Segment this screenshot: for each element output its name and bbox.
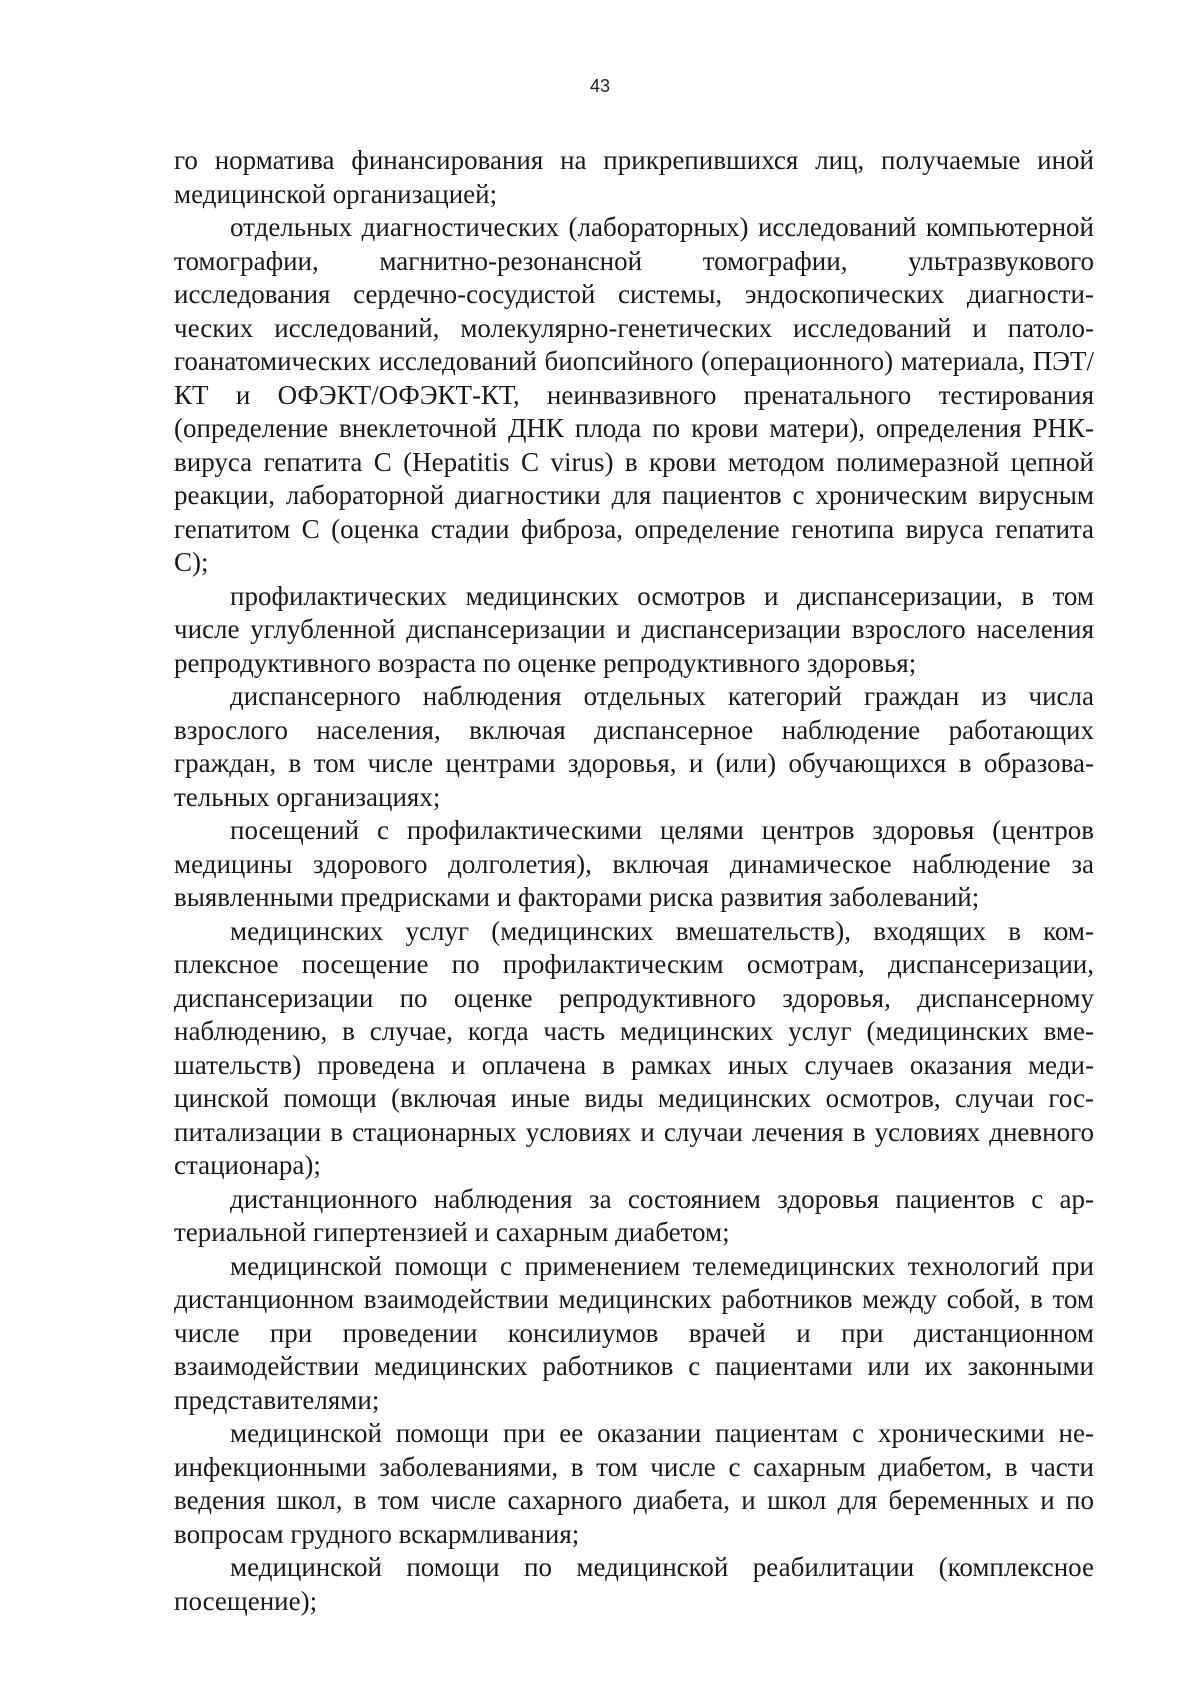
page-number: 43 <box>589 76 611 96</box>
document-body <box>174 144 1094 1618</box>
paragraph-medical-services: медицинских услуг (медицинских вмешательств), входящих в комплексное посещение по профилактическим осмотрам, диспансеризации, диспансеризации по оценке репродуктивного здоровья, диспансерному наблюдению, в случае, когда часть медицинских услуг (медицинских вмешательств) проведена и оплачена в рамках иных случаев оказания медицинской помощи (включая иные виды медицинских осмотров, случаи госпитализации в стационарных условиях и случаи лечения в условиях дневного стационара); <box>174 915 1094 1180</box>
paragraph-dispensary-observation: диспансерного наблюдения отдельных категорий граждан из числа взрослого населения, включая диспансерное наблюдение работающих граждан, в том числе центрами здоровья, и (или) обучающихся в образовательных организациях; <box>174 681 1094 812</box>
paragraph-telemedicine: медицинской помощи с применением телемедицинских технологий при дистанционном взаимодействии медицинских работников между собой, в том числе при проведении консилиумов врачей и при дистанционном взаимодействии медицинских работников с пациентами или их законными представителями; <box>174 1250 1094 1415</box>
paragraph-continuation: го норматива финансирования на прикрепившихся лиц, получаемые иной медицинской организацией; <box>174 145 1094 209</box>
paragraph-preventive-exams: профилактических медицинских осмотров и диспансеризации, в том числе углубленной диспансеризации и диспансеризации взрослого населения репродуктивного возраста по оценке репродуктивного здоровья; <box>174 580 1094 678</box>
paragraph-health-center-visits: посещений с профилактическими целями центров здоровья (центров медицины здорового долголетия), включая динамическое наблюдение за выявленными предрисками и факторами риска развития заболеваний; <box>174 815 1094 912</box>
paragraph-diagnostic-studies: отдельных диагностических (лабораторных) исследований компьютерной томографии, магнитно-резонансной томографии, ультразвукового исследования сердечно-сосудистой системы, эндоскопических диагностических исследований, молекулярно-генетических исследований и патологоанатомических исследований биопсийного (операционного) материала, ПЭТ/КТ и ОФЭКТ/ОФЭКТ-КТ, неинвазивного пренатального тестирования (определение внеклеточной ДНК плода по крови матери), определения РНК-вируса гепатита С (Hepatitis C virus) в крови методом полимеразной цепной реакции, лабораторной диагностики для пациентов с хроническим вирусным гепатитом С (оценка стадии фиброза, определение генотипа вируса гепатита С); <box>174 212 1094 577</box>
paragraph-remote-monitoring: дистанционного наблюдения за состоянием здоровья пациентов с артериальной гипертензией и сахарным диабетом; <box>174 1183 1094 1247</box>
paragraph-rehabilitation: медицинской помощи по медицинской реабилитации (комплексное посещение); <box>174 1552 1094 1616</box>
paragraph-chronic-disease-schools: медицинской помощи при ее оказании пациентам с хроническими неинфекционными заболеваниями, в том числе с сахарным диабетом, в части ведения школ, в том числе сахарного диабета, и школ для беременных и по вопросам грудного вскармливания; <box>174 1418 1094 1549</box>
